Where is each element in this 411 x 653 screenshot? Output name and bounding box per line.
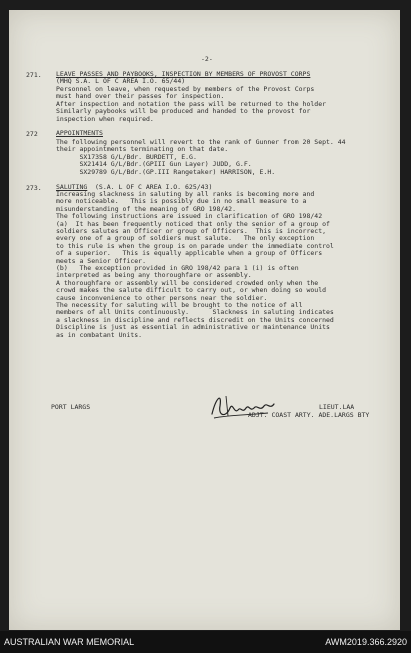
section-273-line: meets a Senior Officer. — [56, 256, 147, 265]
footer-source: AUSTRALIAN WAR MEMORIAL — [4, 637, 135, 647]
signature-appointment: ADJT. COAST ARTY. ADE.LARGS BTY — [248, 411, 370, 419]
section-273-line: misunderstanding of the meaning of GRO 198/42. — [56, 204, 237, 213]
section-273-line: interpreted as being any thoroughfare or assembly. — [56, 271, 252, 280]
signature-place: PORT LARGS — [51, 403, 91, 411]
section-273-line: more noticeable. This is possibly due in no small measure to a — [56, 197, 307, 206]
signature-rank: LIEUT.LAA — [319, 403, 355, 411]
archive-footer — [0, 631, 411, 653]
section-273-heading: SALUTING — [56, 183, 88, 191]
section-271-ref: (MHQ S.A. L OF C AREA I.O. 65/44) — [56, 77, 186, 85]
document-page — [9, 10, 400, 630]
section-273-line: (b) The exception provided in GRO 198/42 para 1 (i) is often — [56, 264, 299, 272]
section-271-line: Similarly paybooks will be produced and handed to the provost for — [56, 107, 311, 116]
section-273-line: Increasing slackness in saluting by all ranks is becoming more and — [56, 190, 315, 198]
section-273-line: (a) It has been frequently noticed that only the senior of a group of — [56, 219, 330, 228]
section-273-line: The necessity for saluting will be brought to the notice of all — [56, 301, 303, 309]
section-273-line: soldiers salutes an Officer or group of Officers. This is incorrect, — [56, 227, 327, 235]
footer-catalog-id: AWM2019.366.2920 — [325, 637, 407, 647]
section-271-line: inspection when required. — [56, 114, 154, 123]
section-273-ref: (S.A. L OF C AREA I.O. 625/43) — [95, 183, 213, 191]
page-marker: -2- — [201, 55, 213, 63]
section-273-line: The following instructions are issued in clarification of GRO 198/42 — [56, 212, 323, 221]
section-272-line: SX17358 G/L/Bdr. BURDETT, E.G. — [56, 152, 197, 161]
section-273-line: a slackness in discipline and reflects discredit on the Units concerned — [56, 315, 334, 324]
section-271-line: After inspection and notation the pass will be returned to the holder — [56, 99, 327, 108]
section-272-number: 272 — [26, 130, 38, 138]
handwritten-signature — [208, 388, 282, 428]
section-271-line: must hand over their passes for inspection. — [56, 92, 225, 101]
section-273-line: cause inconvenience to other persons near the soldier. — [56, 293, 268, 302]
section-272-line: SX29789 G/L/Bdr.(GP.III Rangetaker) HARRISON, E.H. — [56, 167, 276, 176]
section-272-heading: APPOINTMENTS — [56, 129, 103, 137]
section-273-line: members of all Units continuously. Slackness in saluting indicates — [56, 308, 334, 317]
section-273-line: as in combatant Units. — [56, 330, 143, 339]
section-273-line: of a superior. This is equally applicable when a group of Officers — [56, 249, 323, 258]
section-272-line: The following personnel will revert to the rank of Gunner from 20 Sept. 44 — [56, 138, 346, 146]
section-271-line: Personnel on leave, when requested by members of the Provost Corps — [56, 85, 315, 93]
section-273-line: every one of a group of soldiers must salute. The only exception — [56, 234, 315, 243]
section-271-heading: LEAVE PASSES AND PAYBOOKS, INSPECTION BY MEMBERS OF PROVOST CORPS — [56, 70, 311, 78]
section-273-line: crowd makes the salute difficult to carry out, or when doing so would — [56, 286, 327, 295]
section-273-line: A thoroughfare or assembly will be considered crowded only when the — [56, 278, 319, 287]
section-271-number: 271. — [26, 71, 42, 79]
section-272-line: their appointments terminating on that date. — [56, 145, 229, 154]
section-273-number: 273. — [26, 184, 42, 192]
section-272-line: SX21414 G/L/Bdr.(GPIII Gun Layer) JUDD, G.F. — [56, 160, 252, 169]
section-273-line: to this rule is when the group is on parade under the immediate control — [56, 241, 334, 250]
section-273-line: Discipline is just as essential in administrative or maintenance Units — [56, 323, 330, 332]
